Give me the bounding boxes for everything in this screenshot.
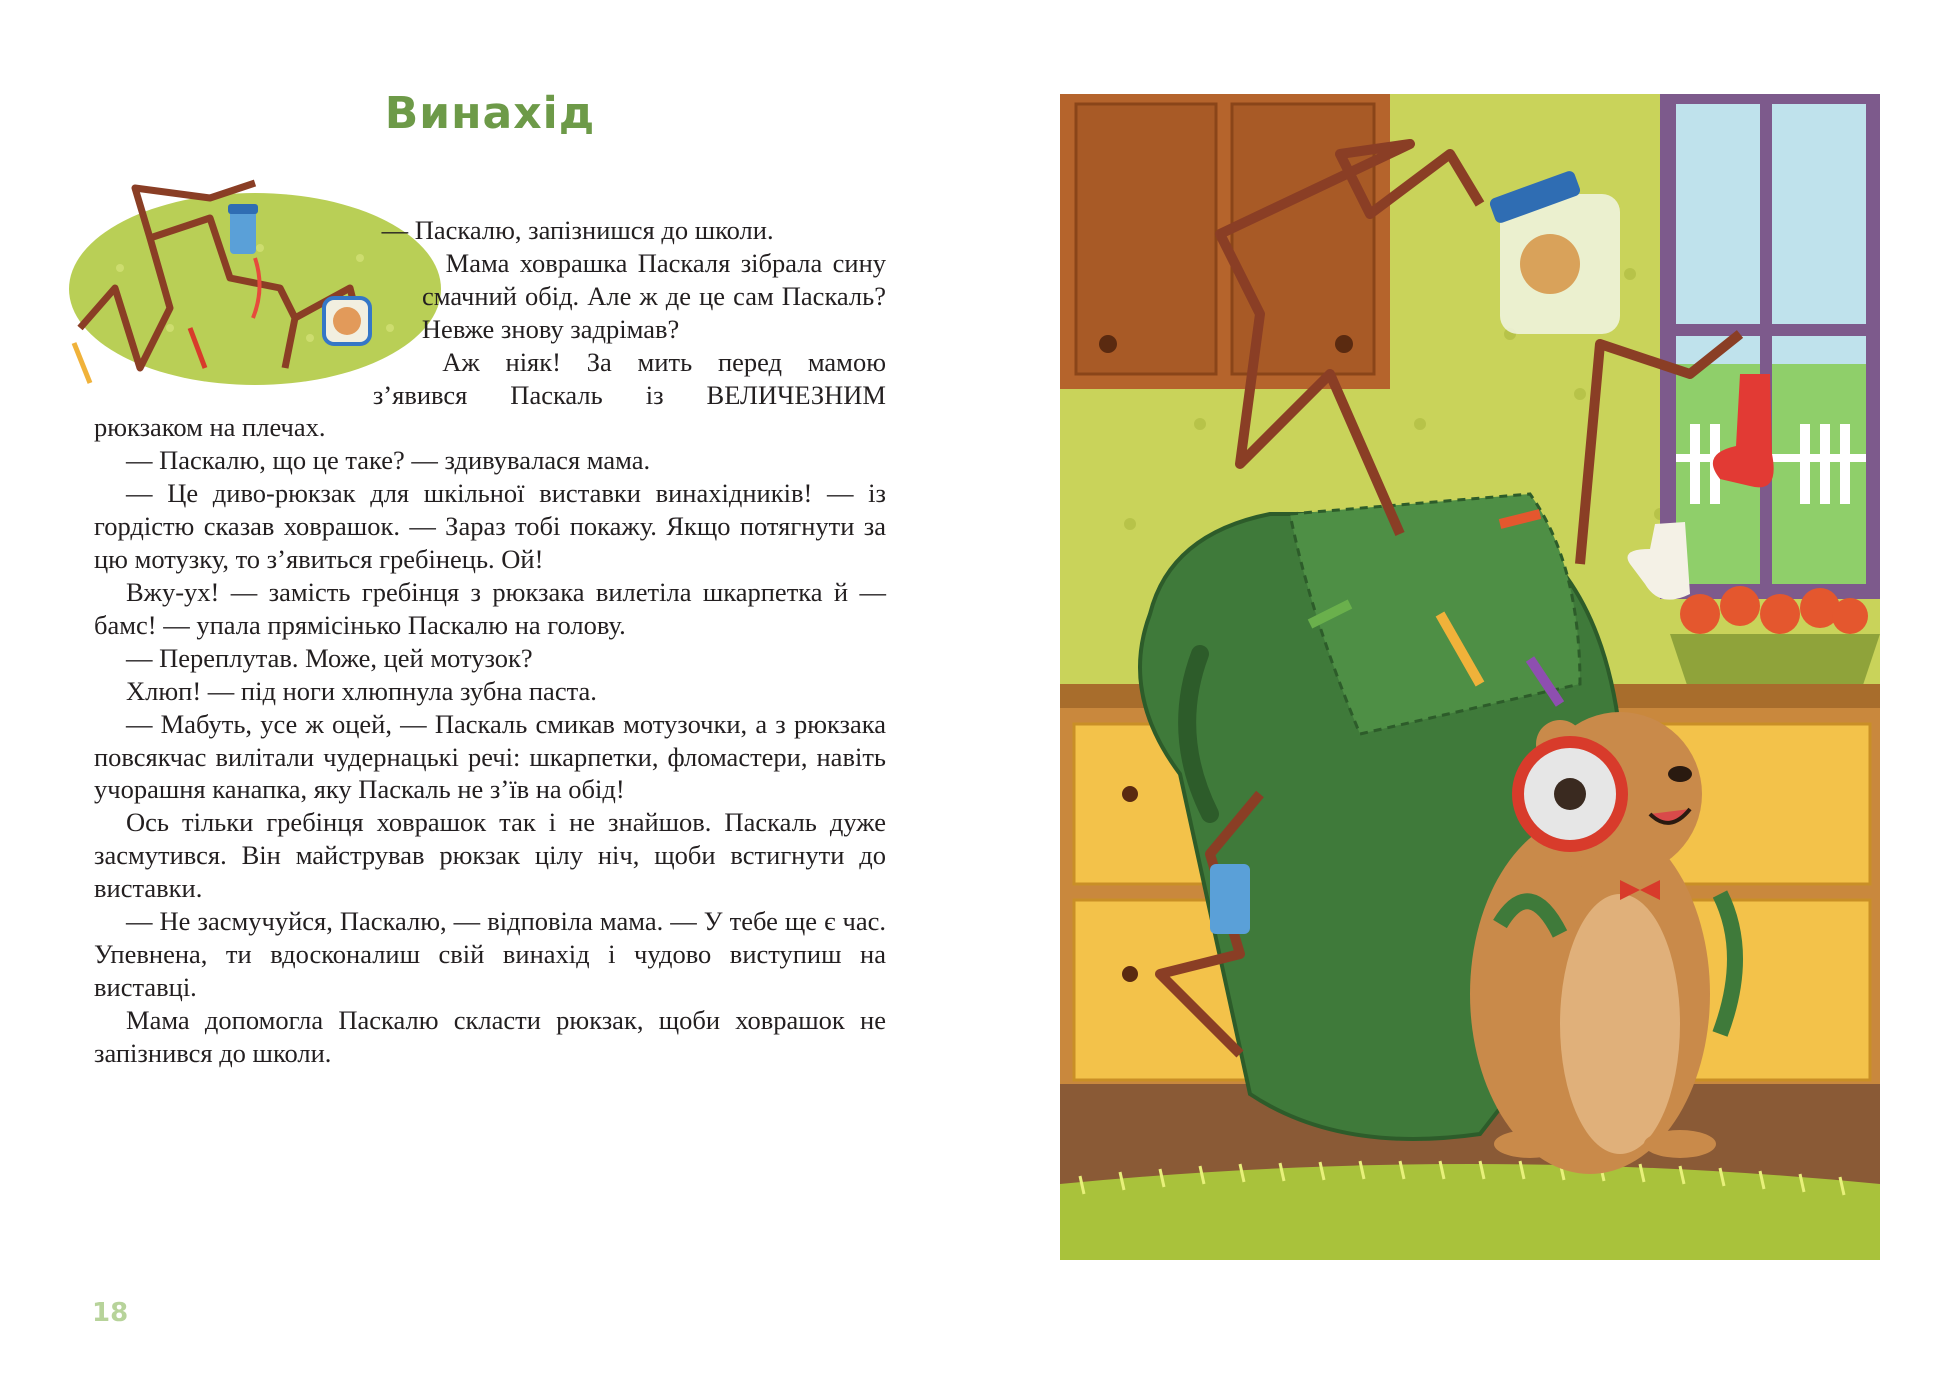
story-paragraph: Хлюп! — під ноги хлюпнула зубна паста. (126, 675, 597, 706)
text-wrap-spacer (60, 214, 422, 406)
story-paragraph: Аж ніяк! За мить перед мамою з’явився Паскаль із ВЕЛИЧЕЗНИМ рюкзаком на плечах. (94, 346, 886, 443)
story-paragraph: — Не засмучуйся, Паскалю, — відповіла мама. — У тебе ще є час. Упевнена, ти вдосконалиш свій винахід і чудово виступиш на виставці. (94, 906, 886, 1002)
story-paragraph: Ось тільки гребінця ховрашок так і не знайшов. Паскаль дуже засмутився. Він майстрував рюкзак цілу ніч, щоби встигнути до виставки. (94, 807, 886, 904)
story-paragraph: Мама ховрашка Паскаля зібрала сину смачний обід. Але ж де це сам Паскаль? Невже знову задрімав? (421, 247, 886, 344)
story-paragraph: — Паскалю, що це таке? — здивувалася мама. (126, 445, 651, 476)
story-paragraph: — Мабуть, усе ж оцей, — Паскаль смикав мотузочки, а з рюкзака повсякчас вилітали чудернацькі речі: шкарпетки, фломастери, навіть учорашня канапка, яку Паскаль не з’їв на обід! (94, 708, 886, 805)
story-paragraph: Вжу-ух! — замість гребінця з рюкзака вилетіла шкарпетка й — бамс! — упала прямісінько Паскалю на голову. (94, 576, 886, 640)
story-paragraph: — Переплутав. Може, цей мотузок? (126, 642, 533, 673)
story-paragraph: — Це диво-рюкзак для шкільної виставки винахідників! — із гордістю сказав ховрашок. — Зараз тобі покажу. Якщо потягнути за цю мотузку, то з’явиться гребінець. Ой! (94, 478, 886, 575)
main-illustration (1060, 94, 1880, 1260)
page-number: 18 (92, 1298, 129, 1328)
page-title: Винахід (384, 88, 596, 139)
story-text (94, 214, 886, 1070)
story-paragraph: — Паскалю, запізнишся до школи. (381, 215, 774, 245)
story-paragraph: Мама допомогла Паскалю скласти рюкзак, щоби ховрашок не запізнився до школи. (94, 1004, 886, 1068)
